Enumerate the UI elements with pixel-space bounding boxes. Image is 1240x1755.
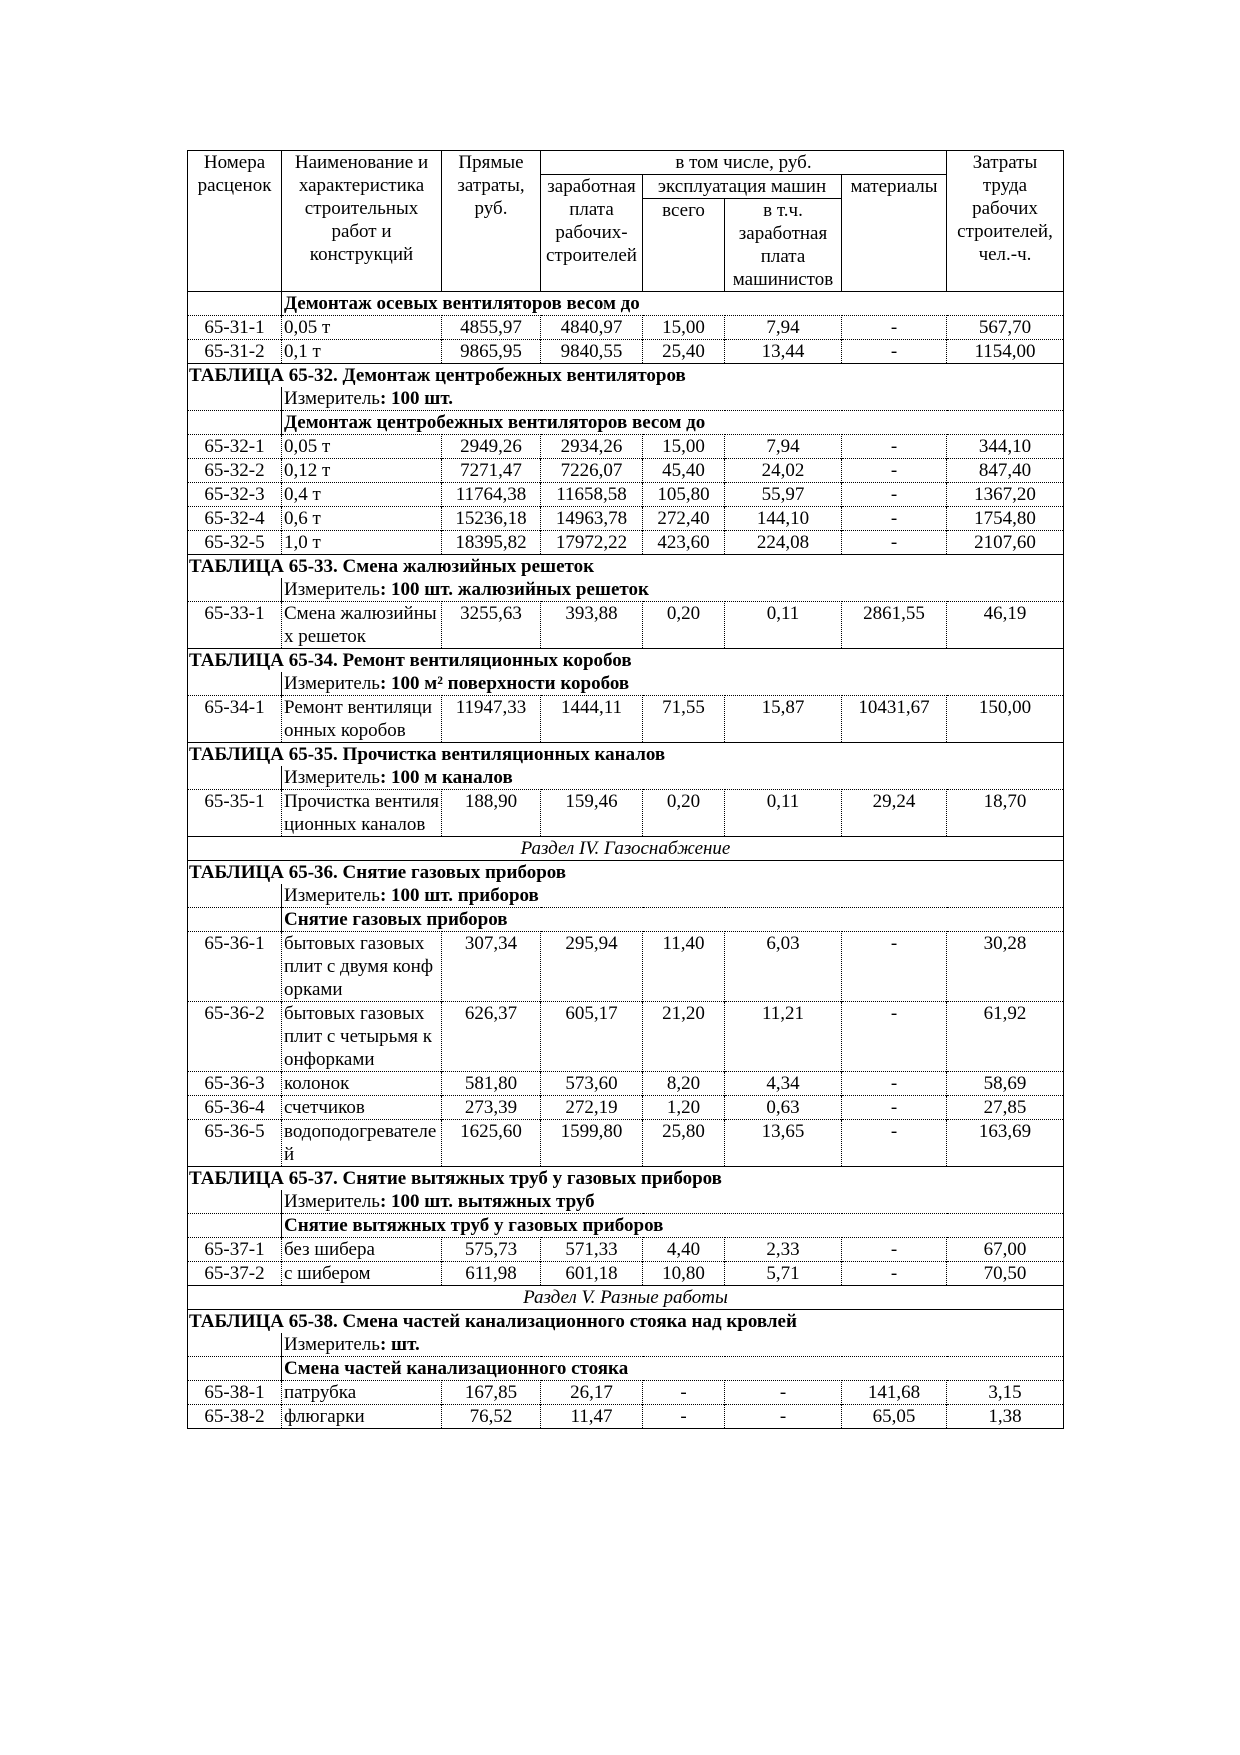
cell-wage: 4840,97: [541, 316, 643, 340]
cell-machines-wage: 0,63: [725, 1096, 842, 1120]
cell-machines-wage: 224,08: [725, 531, 842, 555]
cell-labor: 61,92: [947, 1002, 1064, 1072]
cell-labor: 567,70: [947, 316, 1064, 340]
measure-label: Измеритель: [284, 579, 380, 600]
cell-wage: 26,17: [541, 1381, 643, 1405]
cell-code: 65-38-1: [188, 1381, 282, 1405]
table-title: [188, 743, 1064, 767]
header-code: Номера расценок: [188, 151, 282, 292]
cell-name: бытовых газовых плит с четырьмя конфорками: [282, 1002, 442, 1072]
cell-code: 65-32-4: [188, 507, 282, 531]
cell-machines: 1,20: [643, 1096, 725, 1120]
cell-materials: 2861,55: [842, 602, 947, 649]
measure-row: [188, 766, 1064, 790]
table-title: [188, 649, 1064, 673]
cell-code: 65-37-1: [188, 1238, 282, 1262]
table-row: [188, 1238, 1064, 1262]
cell-wage: 571,33: [541, 1238, 643, 1262]
measure-value: : 100 шт. жалюзийных решеток: [379, 579, 649, 600]
cell-name: с шибером: [282, 1262, 442, 1286]
measure-label: Измеритель: [284, 1334, 380, 1355]
cell-machines: 0,20: [643, 790, 725, 837]
subheading-text: Снятие газовых приборов: [282, 908, 1064, 932]
cell-name: бытовых газовых плит с двумя конфорками: [282, 932, 442, 1002]
cell-name: Прочистка вентиляционных каналов: [282, 790, 442, 837]
cell-labor: 1754,80: [947, 507, 1064, 531]
measure-row: [188, 387, 1064, 411]
cell-code: 65-36-5: [188, 1120, 282, 1167]
cell-direct: 626,37: [442, 1002, 541, 1072]
measure-label: Измеритель: [284, 885, 380, 906]
table-row: [188, 1405, 1064, 1429]
cell-name: Ремонт вентиляционных коробов: [282, 696, 442, 743]
cell-machines-wage: 6,03: [725, 932, 842, 1002]
cell-direct: 581,80: [442, 1072, 541, 1096]
cell-code: 65-36-3: [188, 1072, 282, 1096]
cell-wage: 1599,80: [541, 1120, 643, 1167]
cell-code: 65-31-2: [188, 340, 282, 364]
cell-materials: -: [842, 1096, 947, 1120]
subheading-row: [188, 1357, 1064, 1381]
cell-direct: 7271,47: [442, 459, 541, 483]
subheading-row: [188, 411, 1064, 435]
table-row: [188, 1262, 1064, 1286]
table-title-text: ТАБЛИЦА 65-37. Снятие вытяжных труб у газовых приборов: [188, 1167, 1064, 1191]
measure-label: Измеритель: [284, 767, 380, 788]
cell-labor: 18,70: [947, 790, 1064, 837]
table-row: [188, 483, 1064, 507]
table-title: [188, 555, 1064, 579]
cell-materials: -: [842, 1238, 947, 1262]
cell-labor: 58,69: [947, 1072, 1064, 1096]
cell-name: патрубка: [282, 1381, 442, 1405]
cell-code: 65-36-1: [188, 932, 282, 1002]
table-row: [188, 1381, 1064, 1405]
cell-code: 65-32-3: [188, 483, 282, 507]
header-machines-wage: в т.ч. заработная плата машинистов: [725, 199, 842, 292]
header-including: в том числе, руб.: [541, 151, 947, 175]
cell-code: 65-37-2: [188, 1262, 282, 1286]
cell-labor: 150,00: [947, 696, 1064, 743]
table-row: [188, 435, 1064, 459]
cell-materials: 10431,67: [842, 696, 947, 743]
table-row: [188, 1096, 1064, 1120]
table-row: [188, 1120, 1064, 1167]
cell-direct: 9865,95: [442, 340, 541, 364]
cell-machines-wage: 24,02: [725, 459, 842, 483]
cell-machines-wage: -: [725, 1381, 842, 1405]
measure-value: : 100 шт. вытяжных труб: [379, 1191, 595, 1212]
cell-direct: 2949,26: [442, 435, 541, 459]
header-name: Наименование и характеристика строительных работ и конструкций: [282, 151, 442, 292]
section-row: [188, 837, 1064, 861]
cell-direct: 167,85: [442, 1381, 541, 1405]
measure-row: [188, 578, 1064, 602]
cell-code: 65-35-1: [188, 790, 282, 837]
cell-code: 65-34-1: [188, 696, 282, 743]
section-row: [188, 1286, 1064, 1310]
cell-labor: 1154,00: [947, 340, 1064, 364]
cell-direct: 18395,82: [442, 531, 541, 555]
cell-wage: 1444,11: [541, 696, 643, 743]
cell-name: 0,1 т: [282, 340, 442, 364]
cell-labor: 70,50: [947, 1262, 1064, 1286]
cell-machines: 11,40: [643, 932, 725, 1002]
section-title: Раздел V. Разные работы: [188, 1286, 1064, 1310]
cell-materials: -: [842, 1002, 947, 1072]
cell-machines: 71,55: [643, 696, 725, 743]
cell-name: водоподогревателей: [282, 1120, 442, 1167]
cell-wage: 159,46: [541, 790, 643, 837]
subheading-row: [188, 1214, 1064, 1238]
cell-wage: 272,19: [541, 1096, 643, 1120]
header-labor: Затраты труда рабочих строителей, чел.-ч.: [947, 151, 1064, 292]
cell-direct: 575,73: [442, 1238, 541, 1262]
cell-wage: 601,18: [541, 1262, 643, 1286]
cell-wage: 11658,58: [541, 483, 643, 507]
header-machines: эксплуатация машин: [643, 175, 842, 199]
measure-value: : шт.: [379, 1334, 420, 1355]
table-title-text: ТАБЛИЦА 65-36. Снятие газовых приборов: [188, 861, 1064, 885]
cell-machines: 21,20: [643, 1002, 725, 1072]
cell-labor: 46,19: [947, 602, 1064, 649]
cell-machines: 15,00: [643, 435, 725, 459]
cell-name: 0,4 т: [282, 483, 442, 507]
cell-materials: -: [842, 1072, 947, 1096]
cell-direct: 4855,97: [442, 316, 541, 340]
cell-direct: 11947,33: [442, 696, 541, 743]
cell-direct: 188,90: [442, 790, 541, 837]
cell-labor: 1,38: [947, 1405, 1064, 1429]
cell-materials: 141,68: [842, 1381, 947, 1405]
section-title: Раздел IV. Газоснабжение: [188, 837, 1064, 861]
table-row: [188, 507, 1064, 531]
cell-materials: -: [842, 507, 947, 531]
cell-machines-wage: 2,33: [725, 1238, 842, 1262]
table-title-text: ТАБЛИЦА 65-33. Смена жалюзийных решеток: [188, 555, 1064, 579]
table-title-text: ТАБЛИЦА 65-34. Ремонт вентиляционных коробов: [188, 649, 1064, 673]
cell-wage: 7226,07: [541, 459, 643, 483]
measure-label: Измеритель: [284, 388, 380, 409]
table-title-text: ТАБЛИЦА 65-32. Демонтаж центробежных вентиляторов: [188, 364, 1064, 388]
measure-label: Измеритель: [284, 673, 380, 694]
subheading-text: Демонтаж центробежных вентиляторов весом до: [282, 411, 1064, 435]
cell-code: 65-38-2: [188, 1405, 282, 1429]
cell-direct: 273,39: [442, 1096, 541, 1120]
subheading-row: [188, 908, 1064, 932]
table-row: [188, 932, 1064, 1002]
cell-machines-wage: 4,34: [725, 1072, 842, 1096]
cell-machines: -: [643, 1381, 725, 1405]
cell-machines: 423,60: [643, 531, 725, 555]
cell-machines: 25,40: [643, 340, 725, 364]
cell-labor: 163,69: [947, 1120, 1064, 1167]
cell-machines: 25,80: [643, 1120, 725, 1167]
cell-wage: 14963,78: [541, 507, 643, 531]
measure-row: [188, 672, 1064, 696]
cell-name: 1,0 т: [282, 531, 442, 555]
cell-machines-wage: 0,11: [725, 790, 842, 837]
cell-wage: 9840,55: [541, 340, 643, 364]
cell-machines-wage: 7,94: [725, 435, 842, 459]
cell-machines-wage: 13,65: [725, 1120, 842, 1167]
cell-machines: 10,80: [643, 1262, 725, 1286]
cell-code: 65-32-1: [188, 435, 282, 459]
cell-machines-wage: 7,94: [725, 316, 842, 340]
table-title-text: ТАБЛИЦА 65-38. Смена частей канализационного стояка над кровлей: [188, 1310, 1064, 1334]
measure-value: : 100 м² поверхности коробов: [379, 673, 630, 694]
cell-materials: 65,05: [842, 1405, 947, 1429]
table-title: [188, 861, 1064, 885]
cell-wage: 393,88: [541, 602, 643, 649]
measure-row: [188, 1190, 1064, 1214]
cell-direct: 76,52: [442, 1405, 541, 1429]
cell-wage: 295,94: [541, 932, 643, 1002]
cell-materials: -: [842, 340, 947, 364]
table-row: [188, 531, 1064, 555]
cell-name: Смена жалюзийных решеток: [282, 602, 442, 649]
cell-machines: 272,40: [643, 507, 725, 531]
header-direct-costs: Прямые затраты, руб.: [442, 151, 541, 292]
cell-machines-wage: 15,87: [725, 696, 842, 743]
header-wage: заработная плата рабочих-строителей: [541, 175, 643, 292]
cell-direct: 611,98: [442, 1262, 541, 1286]
cell-machines-wage: -: [725, 1405, 842, 1429]
cell-labor: 847,40: [947, 459, 1064, 483]
header-machines-total: всего: [643, 199, 725, 292]
cell-machines-wage: 55,97: [725, 483, 842, 507]
cell-code: 65-33-1: [188, 602, 282, 649]
cell-direct: 307,34: [442, 932, 541, 1002]
table-row: [188, 1072, 1064, 1096]
cell-name: счетчиков: [282, 1096, 442, 1120]
measure-row: [188, 884, 1064, 908]
price-table: [187, 150, 1064, 1429]
cell-name: колонок: [282, 1072, 442, 1096]
cell-direct: 3255,63: [442, 602, 541, 649]
cell-machines-wage: 0,11: [725, 602, 842, 649]
subheading-text: Смена частей канализационного стояка: [282, 1357, 1064, 1381]
cell-direct: 15236,18: [442, 507, 541, 531]
subheading-text: Демонтаж осевых вентиляторов весом до: [282, 292, 1064, 316]
header-materials: материалы: [842, 175, 947, 292]
cell-code: 65-36-4: [188, 1096, 282, 1120]
table-title: [188, 364, 1064, 388]
cell-labor: 3,15: [947, 1381, 1064, 1405]
cell-machines: 4,40: [643, 1238, 725, 1262]
cell-machines: 0,20: [643, 602, 725, 649]
table-row: [188, 696, 1064, 743]
cell-machines: 45,40: [643, 459, 725, 483]
subheading-text: Снятие вытяжных труб у газовых приборов: [282, 1214, 1064, 1238]
cell-materials: 29,24: [842, 790, 947, 837]
cell-direct: 11764,38: [442, 483, 541, 507]
cell-materials: -: [842, 531, 947, 555]
table-title-text: ТАБЛИЦА 65-35. Прочистка вентиляционных каналов: [188, 743, 1064, 767]
table-title: [188, 1310, 1064, 1334]
measure-value: : 100 шт.: [379, 388, 453, 409]
cell-machines: 15,00: [643, 316, 725, 340]
cell-machines-wage: 13,44: [725, 340, 842, 364]
cell-name: флюгарки: [282, 1405, 442, 1429]
cell-wage: 2934,26: [541, 435, 643, 459]
cell-machines: 8,20: [643, 1072, 725, 1096]
cell-labor: 2107,60: [947, 531, 1064, 555]
cell-name: без шибера: [282, 1238, 442, 1262]
cell-materials: -: [842, 932, 947, 1002]
price-table-sheet: [187, 150, 1063, 1429]
cell-labor: 344,10: [947, 435, 1064, 459]
cell-materials: -: [842, 1120, 947, 1167]
cell-wage: 11,47: [541, 1405, 643, 1429]
table-row: [188, 459, 1064, 483]
table-row: [188, 340, 1064, 364]
cell-wage: 605,17: [541, 1002, 643, 1072]
measure-row: [188, 1333, 1064, 1357]
table-row: [188, 316, 1064, 340]
measure-label: Измеритель: [284, 1191, 380, 1212]
cell-labor: 30,28: [947, 932, 1064, 1002]
cell-code: 65-36-2: [188, 1002, 282, 1072]
table-body: [188, 292, 1064, 1429]
cell-code: 65-32-2: [188, 459, 282, 483]
cell-labor: 1367,20: [947, 483, 1064, 507]
cell-name: 0,12 т: [282, 459, 442, 483]
cell-machines-wage: 11,21: [725, 1002, 842, 1072]
cell-materials: -: [842, 316, 947, 340]
measure-value: : 100 шт. приборов: [379, 885, 539, 906]
cell-labor: 67,00: [947, 1238, 1064, 1262]
cell-direct: 1625,60: [442, 1120, 541, 1167]
cell-materials: -: [842, 435, 947, 459]
cell-name: 0,05 т: [282, 316, 442, 340]
cell-machines: 105,80: [643, 483, 725, 507]
cell-materials: -: [842, 483, 947, 507]
cell-name: 0,6 т: [282, 507, 442, 531]
cell-wage: 573,60: [541, 1072, 643, 1096]
cell-name: 0,05 т: [282, 435, 442, 459]
measure-value: : 100 м каналов: [379, 767, 513, 788]
cell-wage: 17972,22: [541, 531, 643, 555]
cell-labor: 27,85: [947, 1096, 1064, 1120]
cell-materials: -: [842, 459, 947, 483]
table-row: [188, 602, 1064, 649]
cell-materials: -: [842, 1262, 947, 1286]
subheading-row: [188, 292, 1064, 316]
table-title: [188, 1167, 1064, 1191]
cell-code: 65-31-1: [188, 316, 282, 340]
table-row: [188, 790, 1064, 837]
cell-machines-wage: 144,10: [725, 507, 842, 531]
cell-code: 65-32-5: [188, 531, 282, 555]
cell-machines: -: [643, 1405, 725, 1429]
cell-machines-wage: 5,71: [725, 1262, 842, 1286]
table-row: [188, 1002, 1064, 1072]
